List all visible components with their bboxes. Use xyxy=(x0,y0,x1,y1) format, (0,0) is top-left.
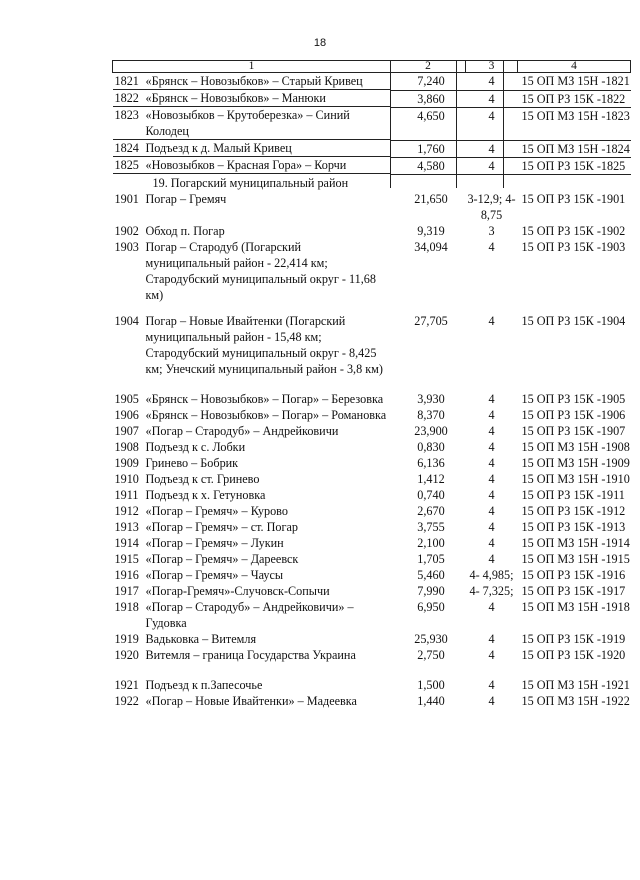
length-cell: 4,650 xyxy=(391,107,466,140)
table-row xyxy=(113,677,631,693)
length-cell: 1,500 xyxy=(417,677,445,692)
length-cell: 0,740 xyxy=(417,487,445,502)
road-code-cell: 15 ОП РЗ 15К -1912 xyxy=(521,503,626,518)
table-row xyxy=(113,647,631,677)
road-number: 1918 xyxy=(114,599,139,614)
category-cell: 4 xyxy=(488,313,495,328)
category-cell: 4 xyxy=(488,423,495,438)
length-cell: 2,670 xyxy=(417,503,445,518)
road-name: «Погар – Гремяч» – Дареевск xyxy=(145,551,299,566)
page-number: 18 xyxy=(313,37,327,49)
road-name-cell xyxy=(113,191,391,207)
road-name: «Погар-Гремяч»-Случовск-Сопычи xyxy=(145,583,330,598)
category-cell: 4 xyxy=(488,519,495,534)
road-number: 1908 xyxy=(114,439,139,454)
table-row xyxy=(113,107,631,140)
table-row xyxy=(113,503,631,519)
table-row xyxy=(113,551,631,567)
road-name: Витемля – граница Государства Украина xyxy=(145,647,356,662)
road-name-cell xyxy=(113,73,391,90)
length-cell: 7,240 xyxy=(391,73,466,91)
road-name: «Брянск – Новозыбков» – Погар» – Березовка xyxy=(145,391,384,406)
road-name: «Погар – Гремяч» – Курово xyxy=(145,503,288,518)
table-row xyxy=(113,567,631,583)
table-row xyxy=(113,191,631,223)
road-name-cell xyxy=(113,107,391,140)
category-cell: 4 xyxy=(488,239,495,254)
column-header-2: 2 xyxy=(391,61,466,73)
table-row xyxy=(113,487,631,503)
length-cell: 8,370 xyxy=(417,407,445,422)
road-name: Гринево – Бобрик xyxy=(145,455,239,470)
road-code-cell: 15 ОП РЗ 15К -1904 xyxy=(521,313,626,328)
category-cell: 4 xyxy=(466,140,518,157)
road-number: 1907 xyxy=(114,423,139,438)
table-row xyxy=(113,471,631,487)
district-heading: 19. Погарский муниципальный район xyxy=(152,175,349,190)
road-number: 1917 xyxy=(114,583,139,598)
road-name: Подъезд к х. Гетуновка xyxy=(145,487,266,502)
column-header-3: 3 xyxy=(466,61,518,73)
road-code-cell: 15 ОП МЗ 15Н -1918 xyxy=(521,599,630,614)
road-number: 1915 xyxy=(114,551,139,566)
road-name: Погар – Гремяч xyxy=(145,191,227,206)
road-register-table xyxy=(112,60,631,709)
table-row xyxy=(113,599,631,631)
road-code-cell: 15 ОП РЗ 15К -1903 xyxy=(521,239,626,254)
road-name: Погар – Новые Ивайтенки (Погарский муниципальный район - 15,48 км; Стародубский муниципальный округ - 8,425 км; Унечский муниципальный район - 3,8 км) xyxy=(145,313,383,376)
table-row xyxy=(113,693,631,709)
category-cell: 3 xyxy=(488,223,495,238)
road-number: 1912 xyxy=(114,503,139,518)
table-header xyxy=(113,61,631,73)
road-name-cell xyxy=(113,519,391,535)
length-cell: 1,440 xyxy=(417,693,445,708)
category-cell: 4 xyxy=(488,535,495,550)
road-name: «Брянск – Новозыбков» – Старый Кривец xyxy=(145,74,363,88)
road-number: 1901 xyxy=(114,191,139,206)
table-row xyxy=(113,631,631,647)
table-row xyxy=(113,439,631,455)
road-code-cell: 15 ОП РЗ 15К -1920 xyxy=(521,647,626,662)
road-code-cell: 15 ОП МЗ 15Н -1922 xyxy=(521,693,630,708)
road-name-cell xyxy=(113,583,391,599)
table-row xyxy=(113,519,631,535)
road-name-cell xyxy=(113,487,391,503)
road-number: 1902 xyxy=(114,223,139,238)
table-row xyxy=(113,90,631,107)
road-number: 1821 xyxy=(114,74,139,88)
length-cell: 0,830 xyxy=(417,439,445,454)
road-name-cell xyxy=(113,423,391,439)
road-name: «Погар – Стародуб» – Андрейковичи xyxy=(145,423,339,438)
road-name-cell xyxy=(113,239,391,313)
road-code-cell: 15 ОП МЗ 15Н -1908 xyxy=(521,439,630,454)
road-number: 1914 xyxy=(114,535,139,550)
road-name-cell xyxy=(113,677,391,693)
road-name-cell xyxy=(113,693,391,709)
table-row xyxy=(113,157,631,174)
road-name: «Погар – Гремяч» – Чаусы xyxy=(145,567,284,582)
road-name-cell xyxy=(113,140,391,157)
road-number: 1823 xyxy=(114,108,139,122)
road-name: «Брянск – Новозыбков» – Манюки xyxy=(145,91,326,105)
length-cell: 1,412 xyxy=(417,471,445,486)
road-number: 1904 xyxy=(114,313,139,328)
road-name-cell xyxy=(113,90,391,107)
length-cell: 21,650 xyxy=(414,191,448,206)
road-name-cell xyxy=(113,503,391,519)
road-code-cell: 15 ОП РЗ 15К -1917 xyxy=(521,583,626,598)
road-name-cell xyxy=(113,391,391,407)
road-name: Подъезд к п.Запесочье xyxy=(145,677,263,692)
road-number: 1825 xyxy=(114,158,139,172)
road-name: «Погар – Гремяч» – Лукин xyxy=(145,535,284,550)
road-number: 1922 xyxy=(114,693,139,708)
category-cell: 4 xyxy=(466,107,518,140)
length-cell: 27,705 xyxy=(414,313,448,328)
length-cell: 5,460 xyxy=(417,567,445,582)
road-code-cell: 15 ОП РЗ 15К -1825 xyxy=(518,157,631,174)
table-row xyxy=(113,223,631,239)
road-name-cell xyxy=(113,407,391,423)
road-name: Подъезд к д. Малый Кривец xyxy=(145,141,292,155)
length-cell: 23,900 xyxy=(414,423,448,438)
road-name: Подъезд к с. Лобки xyxy=(145,439,246,454)
road-number: 1824 xyxy=(114,141,139,155)
road-code-cell: 15 ОП РЗ 15К -1919 xyxy=(521,631,626,646)
road-code-cell: 15 ОП РЗ 15К -1916 xyxy=(521,567,626,582)
length-cell: 1,705 xyxy=(417,551,445,566)
length-cell: 34,094 xyxy=(414,239,448,254)
road-number: 1916 xyxy=(114,567,139,582)
road-name-cell xyxy=(113,599,391,631)
road-code-cell: 15 ОП РЗ 15К -1902 xyxy=(521,223,626,238)
column-header-1: 1 xyxy=(113,61,391,73)
column-divider xyxy=(390,60,391,188)
road-name-cell xyxy=(113,439,391,455)
road-code-cell: 15 ОП МЗ 15Н -1824 xyxy=(518,140,631,157)
road-name: Обход п. Погар xyxy=(145,223,225,238)
table-row xyxy=(113,583,631,599)
road-name-cell xyxy=(113,455,391,471)
road-number: 1911 xyxy=(114,487,139,502)
category-cell: 4 xyxy=(488,631,495,646)
road-code-cell: 15 ОП МЗ 15Н -1914 xyxy=(521,535,630,550)
road-name: «Погар – Стародуб» – Андрейковичи» – Гудовка xyxy=(145,599,354,630)
length-cell: 3,755 xyxy=(417,519,445,534)
road-name: «Новозыбков – Крутоберезка» – Синий Колодец xyxy=(145,108,350,138)
road-name-cell xyxy=(113,631,391,647)
length-cell: 2,750 xyxy=(417,647,445,662)
table-row xyxy=(113,423,631,439)
road-code-cell: 15 ОП МЗ 15Н -1823 xyxy=(518,107,631,140)
length-cell: 4,580 xyxy=(391,157,466,174)
road-code-cell: 15 ОП МЗ 15Н -1915 xyxy=(521,551,630,566)
road-name-cell xyxy=(113,313,391,391)
category-cell: 4 xyxy=(488,599,495,614)
road-number: 1913 xyxy=(114,519,139,534)
road-number: 1909 xyxy=(114,455,139,470)
road-number: 1905 xyxy=(114,391,139,406)
road-name: Вадьковка – Витемля xyxy=(145,631,257,646)
table-row xyxy=(113,313,631,391)
road-name: Погар – Стародуб (Погарский муниципальный район - 22,414 км; Стародубский муниципальный округ - 11,68 км) xyxy=(145,239,376,302)
length-cell: 25,930 xyxy=(414,631,448,646)
road-code-cell: 15 ОП МЗ 15Н -1921 xyxy=(521,677,630,692)
road-number: 1822 xyxy=(114,91,139,105)
table-row xyxy=(113,455,631,471)
category-cell: 4 xyxy=(466,73,518,91)
category-cell: 4 xyxy=(488,677,495,692)
column-divider xyxy=(456,60,457,188)
road-code-cell: 15 ОП РЗ 15К -1822 xyxy=(518,90,631,107)
category-cell: 4 xyxy=(488,487,495,502)
category-cell: 4 xyxy=(488,693,495,708)
road-code-cell: 15 ОП РЗ 15К -1906 xyxy=(521,407,626,422)
length-cell: 6,950 xyxy=(417,599,445,614)
road-code-cell: 15 ОП РЗ 15К -1907 xyxy=(521,423,626,438)
road-code-cell: 15 ОП РЗ 15К -1905 xyxy=(521,391,626,406)
table-row xyxy=(113,73,631,91)
category-cell: 4 xyxy=(488,551,495,566)
road-code-cell: 15 ОП МЗ 15Н -1910 xyxy=(521,471,630,486)
road-name: «Погар – Новые Ивайтенки» – Мадеевка xyxy=(145,693,357,708)
road-name-cell xyxy=(113,551,391,567)
category-cell: 4 xyxy=(466,90,518,107)
category-cell: 4 xyxy=(488,391,495,406)
category-cell: 3-12,9; 4-8,75 xyxy=(467,191,516,222)
table-row xyxy=(113,391,631,407)
district-heading-row xyxy=(113,174,631,191)
table-row xyxy=(113,407,631,423)
category-cell: 4 xyxy=(488,471,495,486)
road-code-cell: 15 ОП РЗ 15К -1901 xyxy=(521,191,626,206)
length-cell: 7,990 xyxy=(417,583,445,598)
road-code-cell: 15 ОП РЗ 15К -1913 xyxy=(521,519,626,534)
length-cell: 6,136 xyxy=(417,455,445,470)
road-number: 1910 xyxy=(114,471,139,486)
category-cell: 4 xyxy=(466,157,518,174)
road-number: 1906 xyxy=(114,407,139,422)
category-cell: 4 xyxy=(488,407,495,422)
road-code-cell: 15 ОП РЗ 15К -1911 xyxy=(521,487,625,502)
road-name-cell xyxy=(113,567,391,583)
road-number: 1921 xyxy=(114,677,139,692)
length-cell: 1,760 xyxy=(391,140,466,157)
length-cell: 2,100 xyxy=(417,535,445,550)
length-cell: 3,930 xyxy=(417,391,445,406)
road-name: «Брянск – Новозыбков» – Погар» – Романовка xyxy=(145,407,387,422)
road-name: «Погар – Гремяч» – ст. Погар xyxy=(145,519,298,534)
table-row xyxy=(113,140,631,157)
road-number: 1903 xyxy=(114,239,139,254)
table-body xyxy=(113,73,631,709)
table-row xyxy=(113,239,631,313)
column-divider xyxy=(503,60,504,188)
column-header-4: 4 xyxy=(518,61,631,73)
category-cell: 4- 7,325; xyxy=(469,583,514,598)
road-number: 1920 xyxy=(114,647,139,662)
road-name: «Новозыбков – Красная Гора» – Корчи xyxy=(145,158,347,172)
table-row xyxy=(113,535,631,551)
road-name: Подъезд к ст. Гринево xyxy=(145,471,260,486)
road-name-cell xyxy=(113,535,391,551)
road-number: 1919 xyxy=(114,631,139,646)
category-cell: 4 xyxy=(488,647,495,662)
length-cell: 9,319 xyxy=(417,223,445,238)
road-name-cell xyxy=(113,471,391,487)
road-code-cell: 15 ОП МЗ 15Н -1909 xyxy=(521,455,630,470)
category-cell: 4 xyxy=(488,439,495,454)
road-name-cell xyxy=(113,647,391,677)
category-cell: 4- 4,985; xyxy=(469,567,514,582)
road-name-cell xyxy=(113,223,391,239)
length-cell: 3,860 xyxy=(391,90,466,107)
road-name-cell xyxy=(113,157,391,174)
category-cell: 4 xyxy=(488,503,495,518)
category-cell: 4 xyxy=(488,455,495,470)
road-code-cell: 15 ОП МЗ 15Н -1821 xyxy=(518,73,631,91)
